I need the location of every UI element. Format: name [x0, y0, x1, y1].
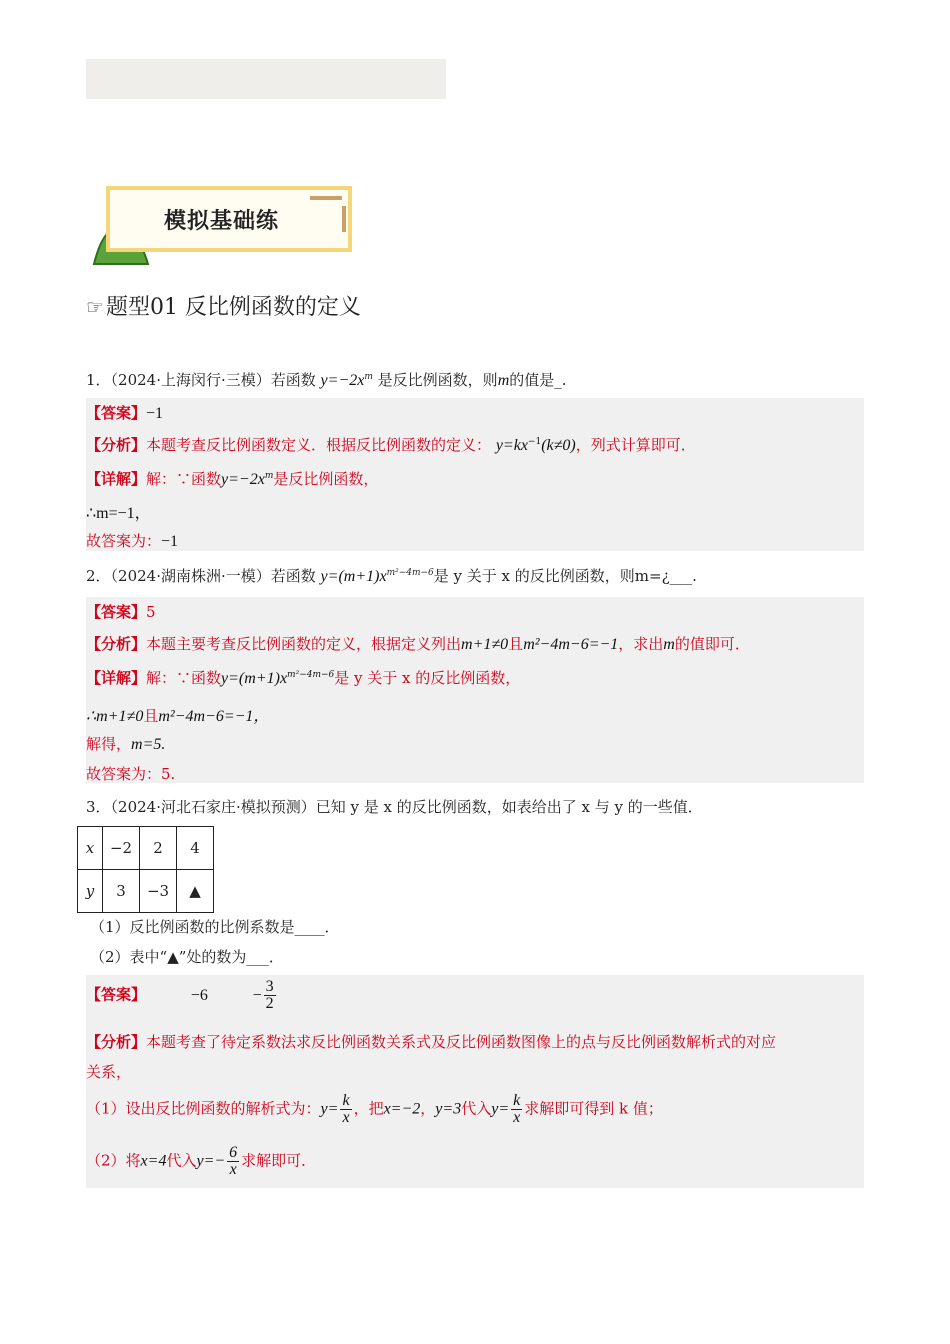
detail-tag: 【详解】 — [86, 470, 147, 488]
badge-title: 模拟基础练 — [164, 209, 280, 234]
detail-text: 是 y 关于 x 的反比例函数， — [334, 669, 521, 687]
analysis-line — [86, 434, 696, 455]
formula: y= — [491, 1100, 510, 1118]
answer-block-3 — [86, 975, 864, 1188]
analysis-line — [86, 1031, 776, 1052]
answer-tag: 【答案】 — [86, 603, 147, 621]
final-value: 故答案为：5. — [86, 765, 176, 783]
analysis-tag: 【分析】 — [86, 436, 147, 454]
formula: y=− — [196, 1152, 226, 1170]
formula: y= — [320, 1100, 339, 1118]
formula: x=4 — [140, 1152, 167, 1170]
final-answer-line — [86, 530, 178, 551]
answer-value: −1 — [146, 405, 164, 422]
answer-block-1 — [86, 398, 864, 551]
formula: y=−2x — [221, 471, 265, 488]
formula: m²−4m−6=−1 — [523, 636, 619, 653]
section-title — [86, 290, 361, 321]
analysis-text: 求解即可． — [241, 1151, 317, 1170]
fraction-numerator: 6 — [229, 1144, 238, 1161]
analysis-text: 代入 — [166, 1151, 197, 1170]
final-answer-line — [86, 763, 175, 784]
fraction — [511, 1093, 522, 1126]
analysis-text: （1）设出反比例函数的解析式为： — [86, 1099, 321, 1118]
badge-accent — [310, 196, 342, 200]
analysis-tag: 【分析】 — [86, 635, 147, 653]
analysis-text: 代入 — [461, 1099, 492, 1118]
question-2 — [86, 565, 697, 586]
formula: m²−4m−6=−1， — [158, 708, 270, 725]
analysis-text: ，求出 — [618, 635, 664, 653]
fraction-numerator: k — [342, 1092, 350, 1109]
formula: y=−2x — [320, 372, 365, 389]
values-table — [77, 826, 214, 913]
analysis-part-2 — [86, 1145, 316, 1178]
analysis-text: 的值即可． — [674, 635, 750, 653]
formula-exponent: m²−4m−6 — [386, 568, 434, 578]
fraction-denominator: x — [513, 1109, 521, 1126]
formula: y=(m+1)x — [221, 670, 288, 687]
formula: ∴m+1≠0 — [86, 708, 144, 725]
pointing-hand-icon: ☞ — [86, 295, 104, 319]
header-placeholder-bar — [86, 59, 446, 99]
answer-tag: 【答案】 — [86, 404, 147, 422]
table-row — [78, 827, 214, 870]
step-line — [86, 703, 269, 726]
analysis-text: （2）将 — [86, 1151, 141, 1170]
table-cell: 4 — [177, 827, 214, 870]
detail-line — [86, 468, 378, 489]
question-3 — [86, 796, 703, 817]
final-label: 故答案为： — [86, 532, 162, 550]
formula: x=−2 — [383, 1100, 421, 1118]
fraction-denominator: x — [342, 1109, 350, 1126]
analysis-text: ，列式计算即可． — [575, 436, 696, 454]
analysis-tag: 【分析】 — [86, 1033, 147, 1051]
answer-line — [86, 402, 163, 423]
fraction-denominator: x — [229, 1161, 237, 1178]
final-value: −1 — [161, 533, 179, 550]
table-cell: 3 — [103, 870, 140, 913]
table-row — [78, 870, 214, 913]
detail-text: 是反比例函数， — [273, 470, 379, 488]
question-text: 是 y 关于 x 的反比例函数，则m=¿___. — [433, 567, 697, 585]
formula: m — [497, 372, 510, 389]
badge-accent — [342, 206, 346, 232]
analysis-text: ，把 — [353, 1099, 384, 1118]
analysis-text: 本题考查反比例函数定义．根据反比例函数的定义： — [146, 436, 492, 454]
table-cell: ▲ — [177, 870, 214, 913]
answer-line — [86, 979, 278, 1012]
question-text: 3．（2024·河北石家庄·模拟预测）已知 y 是 x 的反比例函数，如表给出了 x 与 y 的一些值． — [86, 798, 703, 816]
analysis-text: ， — [420, 1099, 436, 1118]
sub-question-2: （2）表中“▲”处的数为___． — [90, 948, 284, 966]
formula: y=3 — [435, 1100, 462, 1118]
answer-block-2 — [86, 597, 864, 783]
formula: m=5. — [131, 736, 166, 753]
question-text: 的值是_. — [509, 371, 567, 389]
fraction — [227, 1145, 239, 1178]
analysis-text: 且 — [508, 635, 524, 653]
sub-question-1: （1）反比例函数的比例系数是____． — [90, 918, 340, 936]
analysis-text: 关系， — [86, 1063, 132, 1081]
section-badge — [92, 184, 362, 266]
answer-value: − — [252, 986, 262, 1004]
table-cell: 2 — [140, 827, 177, 870]
formula-exponent: m — [264, 471, 274, 481]
formula-exponent: m²−4m−6 — [287, 670, 335, 680]
step-text: 解得， — [86, 735, 132, 753]
formula: m+1≠0 — [461, 636, 509, 653]
table-cell: −2 — [103, 827, 140, 870]
answer-fraction — [264, 979, 276, 1012]
step-line — [86, 733, 165, 754]
analysis-text: 求解即可得到 k 值； — [524, 1099, 663, 1118]
answer-value: −6 — [190, 986, 208, 1004]
question-text: 2．（2024·湖南株洲·一模）若函数 — [86, 567, 316, 585]
detail-text: 解：∵函数 — [146, 669, 222, 687]
step-line — [86, 500, 151, 523]
answer-line — [86, 601, 156, 622]
formula: y=(m+1)x — [320, 568, 387, 585]
table-cell: y — [78, 870, 103, 913]
answer-tag: 【答案】 — [86, 985, 147, 1004]
formula-exponent: m — [364, 372, 373, 382]
table-cell: x — [78, 827, 103, 870]
formula: m — [663, 636, 675, 653]
fraction — [340, 1093, 351, 1126]
detail-text: 解：∵函数 — [146, 470, 222, 488]
analysis-line — [86, 633, 750, 654]
fraction-numerator: k — [513, 1092, 521, 1109]
analysis-text: 本题考查了待定系数法求反比例函数关系式及反比例函数图像上的点与反比例函数解析式的对应 — [146, 1033, 777, 1051]
formula: y=kx — [495, 437, 528, 454]
fraction-denominator: 2 — [265, 995, 274, 1012]
detail-tag: 【详解】 — [86, 669, 147, 687]
analysis-part-1 — [86, 1093, 663, 1126]
analysis-text: 本题主要考查反比例函数的定义，根据定义列出 — [146, 635, 462, 653]
answer-value: 5 — [146, 603, 156, 621]
formula: (k≠0) — [541, 437, 576, 454]
section-title-text: 题型01 反比例函数的定义 — [105, 295, 361, 320]
detail-line — [86, 667, 520, 688]
analysis-line — [86, 1061, 131, 1082]
table-cell: −3 — [140, 870, 177, 913]
fraction-numerator: 3 — [265, 978, 274, 995]
formula: ∴m=−1， — [86, 505, 151, 522]
question-text: 1．（2024·上海闵行·三模）若函数 — [86, 371, 316, 389]
question-1 — [86, 369, 567, 390]
question-text: 是反比例函数，则 — [377, 371, 498, 389]
formula-exponent: −1 — [527, 437, 542, 447]
step-text: 且 — [143, 707, 159, 725]
